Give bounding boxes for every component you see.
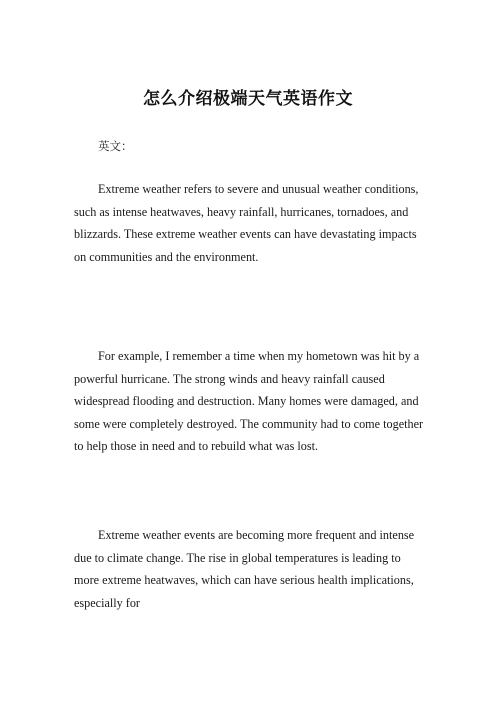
document-title: 怎么介绍极端天气英语作文 [143, 89, 353, 109]
section-label: 英文： [98, 139, 133, 153]
paragraph-3: Extreme weather events are becoming more frequent and intense due to climate change. The rise in global temperatures is leading to more extreme heatwaves, which can have serious health implications, especially for [74, 528, 415, 610]
paragraph-2: For example, I remember a time when my hometown was hit by a powerful hurricane. The strong winds and heavy rainfall caused widespread flooding and destruction. Many homes were damaged, and some were completely destroyed. The community had to come together to help those in need and to rebuild what was lost. [74, 349, 424, 453]
paragraph-1: Extreme weather refers to severe and unusual weather conditions, such as intense heatwaves, heavy rainfall, hurricanes, tornadoes, and blizzards. These extreme weather events can have devastating impacts on communities and the environment. [74, 182, 419, 264]
